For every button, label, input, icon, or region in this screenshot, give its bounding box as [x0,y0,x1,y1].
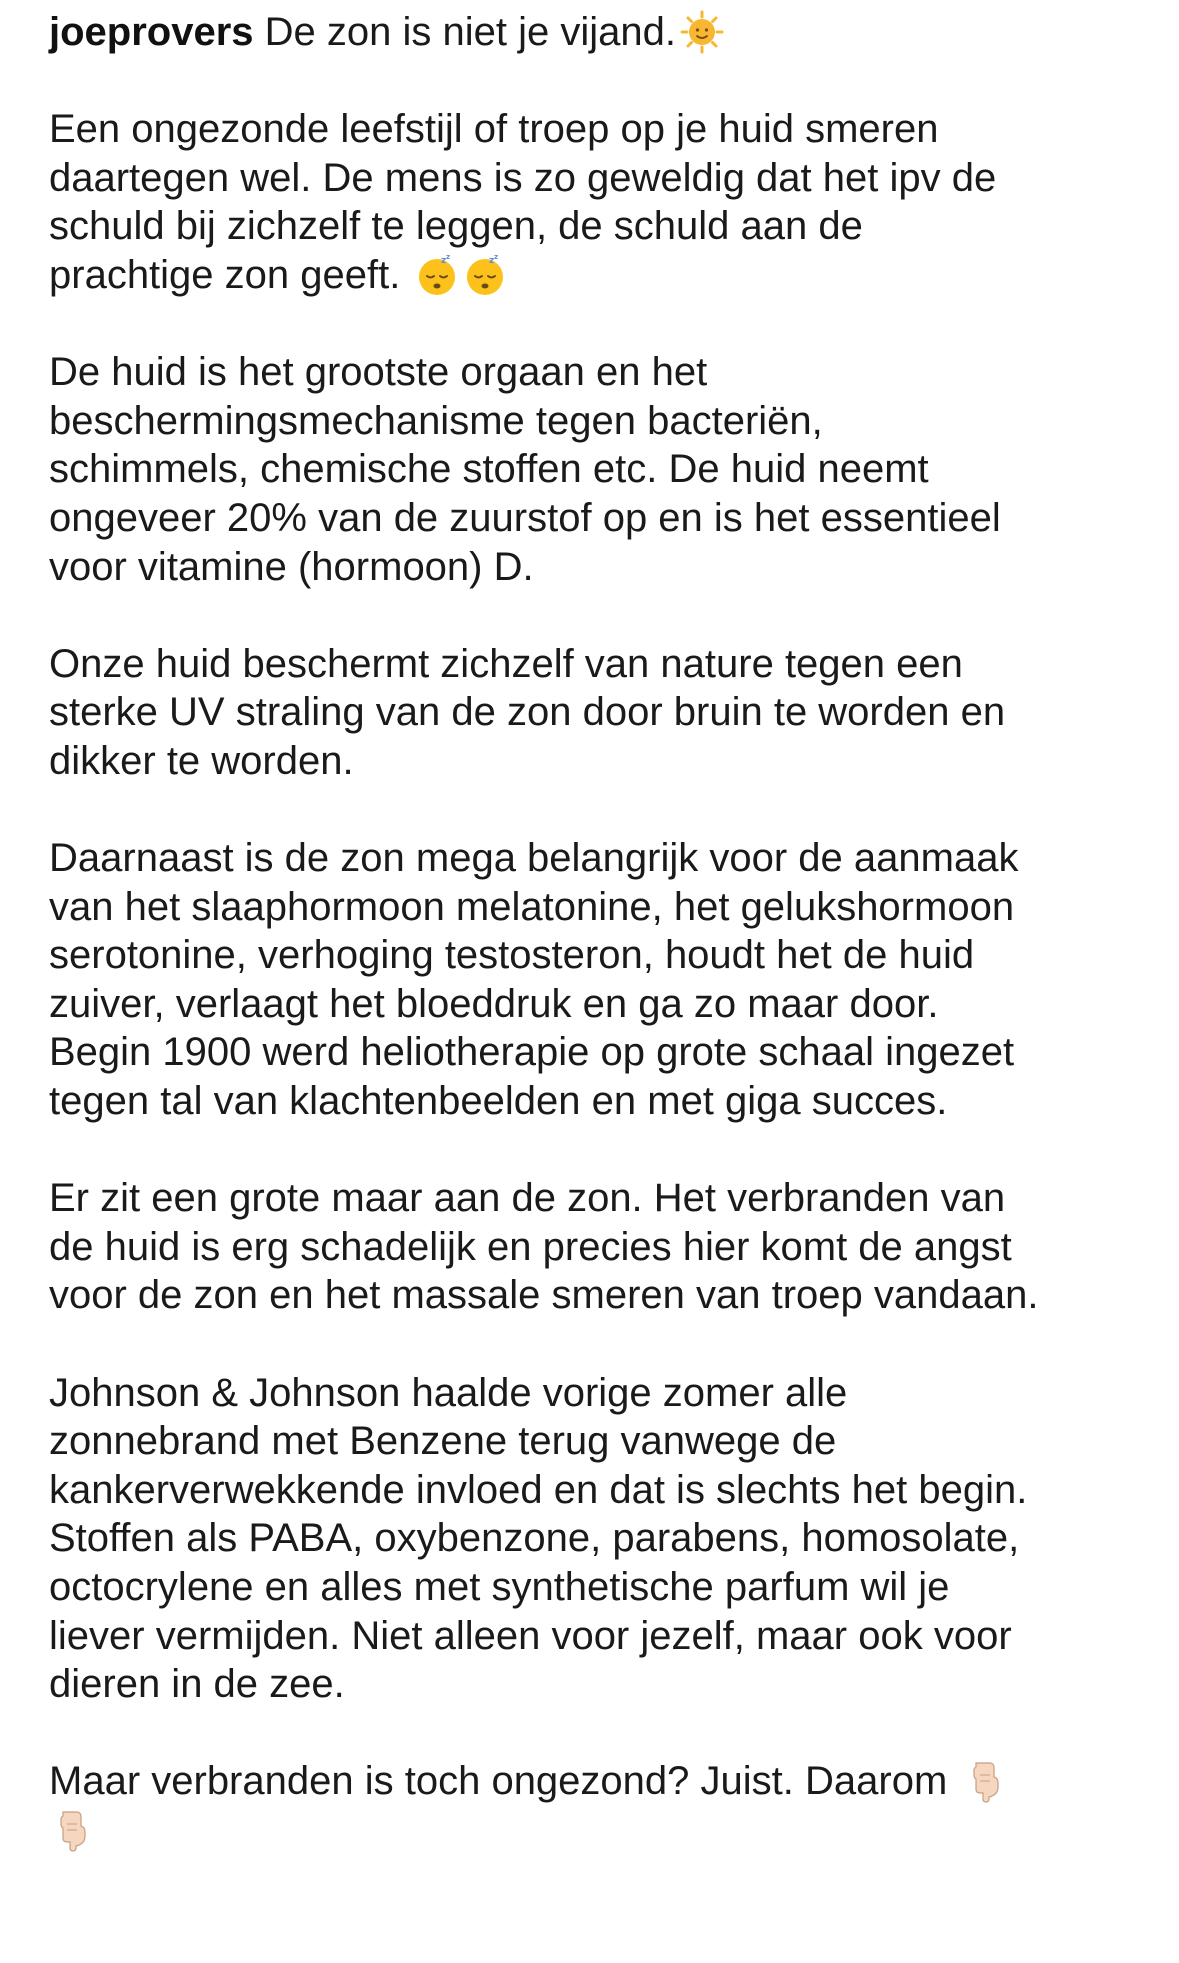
svg-text:z: z [441,255,447,266]
sun-with-face-icon [680,10,724,54]
caption-paragraph-2: De huid is het grootste orgaan en het beschermingsmechanisme tegen bacteriën, schimmels, chemische stoffen etc. De huid neemt ongeveer 20% van de zuurstof op en is het essentieel voor vitamine (hormoon) D. [49,350,1001,589]
caption-paragraph-5: Er zit een grote maar aan de zon. Het verbranden van de huid is erg schadelijk en precies hier komt de angst voor de zon en het massale smeren van troep vandaan. [49,1176,1039,1318]
sleeping-face-icon [415,253,459,297]
caption-paragraph-1 [49,105,1149,299]
caption-intro [49,8,1149,57]
backhand-index-pointing-down-icon [962,1759,1006,1803]
caption-paragraph-7 [49,1757,1149,1854]
caption-first-line: De zon is niet je vijand. [264,10,676,54]
post-caption [49,8,1149,1903]
caption-paragraph-6: Johnson & Johnson haalde vorige zomer alle zonnebrand met Benzene terug vanwege de kankerverwekkende invloed en dat is slechts het begin. Stoffen als PABA, oxybenzone, parabens, homosolate, octocrylene en alles met synthetische parfum wil je liever vermijden. Niet alleen voor jezelf, maar ook voor dieren in de zee. [49,1370,1028,1707]
username-link[interactable]: joeprovers [49,10,254,54]
caption-paragraph-3: Onze huid beschermt zichzelf van nature tegen een sterke UV straling van de zon door bruin te worden en dikker te worden. [49,641,1006,783]
svg-text:z: z [494,252,499,261]
caption-paragraph-4: Daarnaast is de zon mega belangrijk voor de aanmaak van het slaaphormoon melatonine, het gelukshormoon serotonine, verhoging testosteron, houdt het de huid zuiver, verlaagt het bloeddruk en ga zo maar door. Begin 1900 werd heliotherapie op grote schaal ingezet tegen tal van klachtenbeelden en met giga succes. [49,836,1019,1124]
paragraph-1-text: Een ongezonde leefstijl of troep op je huid smeren daartegen wel. De mens is zo geweldig dat het ipv de schuld bij zichzelf te leggen, de schuld aan de prachtige zon geeft. [49,107,997,297]
paragraph-7-text: Maar verbranden is toch ongezond? Juist. Daarom [49,1759,948,1804]
svg-text:z: z [489,255,495,266]
sleeping-face-icon [463,253,507,297]
svg-text:z: z [446,252,451,261]
backhand-index-pointing-down-icon [49,1808,93,1852]
